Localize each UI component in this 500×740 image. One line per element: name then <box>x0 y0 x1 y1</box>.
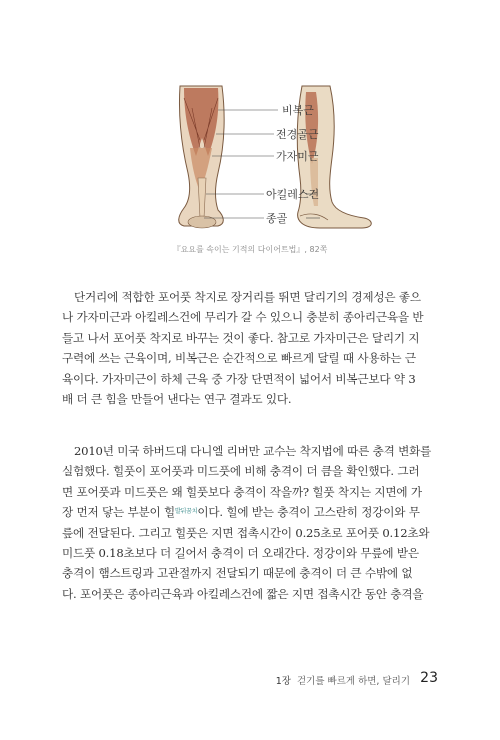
body-paragraph-1 <box>62 287 440 409</box>
text-segment: 이다. 힐에 받는 충격이 고스란히 정강이와 무 <box>197 505 420 520</box>
label-tibialis-anterior: 전경골근 <box>276 128 319 141</box>
figure-caption: 『요요를 속이는 기적의 다이어트법』, 82쪽 <box>172 245 328 254</box>
text-line: 단거리에 적합한 포어풋 착지로 장거리를 뛰면 달리기의 경제성은 좋으 <box>74 290 421 304</box>
text-line: 실험했다. 힐풋이 포어풋과 미드풋에 비해 충격이 더 큼을 확인했다. 그러 <box>62 464 420 479</box>
running-chapter-title <box>276 673 410 687</box>
text-line: 구력에 쓰는 근육이며, 비복근은 순간적으로 빠르게 달릴 때 사용하는 근 <box>62 351 416 366</box>
text-line: 미드풋 0.18초보다 더 길어서 충격이 더 오래간다. 정강이와 무릎에 받은 <box>62 546 419 561</box>
text-line: 다. 포어풋은 종아리근육과 아킬레스건에 짧은 지면 접촉시간 동안 충격을 <box>62 586 424 601</box>
text-line: 2010년 미국 하버드대 다니엘 리버만 교수는 착지법에 따른 충격 변화를 <box>74 444 432 458</box>
text-line: 나 가자미근과 아킬레스건에 무리가 갈 수 있으니 충분히 종아리근육을 반 <box>62 310 424 325</box>
page-footer <box>0 670 500 690</box>
label-gastrocnemius: 비복근 <box>282 104 314 117</box>
chapter-number: 1장 <box>275 676 291 687</box>
text-line: 충격이 햄스트링과 고관절까지 전달되기 때문에 충격이 더 큰 수밖에 없 <box>62 566 413 581</box>
text-line: 들고 나서 포어풋 착지로 바꾸는 것이 좋다. 참고로 가자미근은 달리기 지 <box>62 330 420 345</box>
calf-muscle-illustration <box>160 78 380 238</box>
text-line: 면 포어풋과 미드풋은 왜 힐풋보다 충격이 작을까? 힐풋 착지는 지면에 가 <box>62 484 422 499</box>
text-line: 배 더 큰 힘을 만들어 낸다는 연구 결과도 있다. <box>62 392 292 407</box>
text-line: 육이다. 가자미근이 하체 근육 중 가장 단면적이 넓어서 비복근보다 약 3 <box>62 371 416 386</box>
text-line-with-ruby <box>62 502 440 522</box>
page-number: 23 <box>420 670 438 686</box>
label-soleus: 가자미근 <box>276 150 319 163</box>
leg-anatomy-drawing <box>160 78 380 238</box>
label-calcaneus: 종골 <box>266 212 288 225</box>
text-line: 릎에 전달된다. 그리고 힐풋은 지면 접촉시간이 0.25초로 포어풋 0.12초와 <box>62 525 430 540</box>
ruby-annotation: 발뒤꿈치 <box>174 508 198 516</box>
chapter-title: 걷기를 빠르게 하면, 달리기 <box>296 676 410 687</box>
text-segment: 장 먼저 닿는 부분이 힐 <box>62 505 175 520</box>
body-paragraph-2 <box>62 441 440 604</box>
label-achilles-tendon: 아킬레스건 <box>266 188 320 201</box>
